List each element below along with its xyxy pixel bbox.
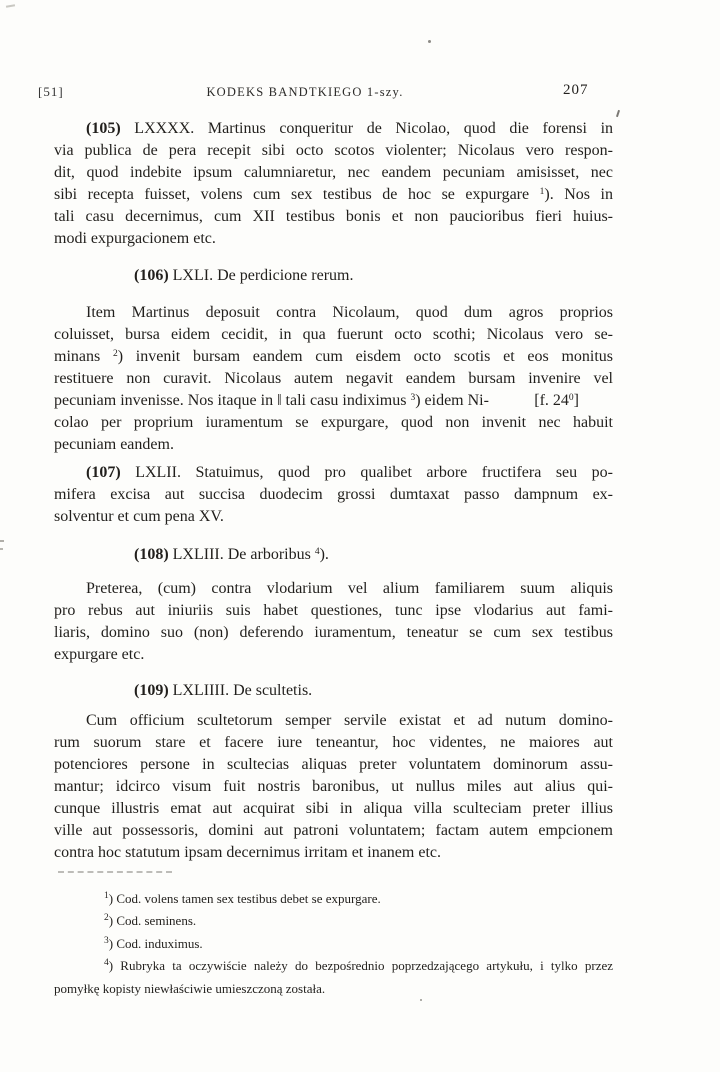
text-line [54, 118, 613, 140]
article-number: (105) [86, 120, 121, 137]
text-line: Preterea, (cum) contra vlodarium vel alium familiarem suum aliquis [86, 580, 613, 597]
line-text: LXLII. Statuimus, quod pro qualibet arbore fructifera seu po- [135, 464, 614, 481]
text-line: tali casu decernimus, cum XII testibus bonis et non paucioribus fieri huius- [54, 208, 613, 225]
paragraph-108 [54, 578, 613, 666]
text-line: restituere non curavit. Nicolaus autem negavit eandem bursam invenire vel [54, 370, 613, 387]
text-line: mantur; idcirco visum fuit nostris baronibus, ut nullus miles aut alius qui- [54, 778, 613, 795]
text-line: contra hoc statutum ipsam decernimus irritam et inanem etc. [54, 844, 441, 861]
paragraph-109 [54, 710, 613, 864]
text-line: dit, quod indebite ipsum calumniaretur, nec eandem pecuniam amisisset, nec [54, 164, 613, 181]
scan-artifact [428, 40, 431, 43]
footnote-text: ) Cod. induximus. [108, 935, 203, 951]
heading-text: ). [319, 546, 329, 563]
text-line: rum suorum stare et facere iure teneantur, hoc videntes, ne maiores aut [54, 734, 613, 751]
text-line: Cum officium scultetorum semper servile existat et ad nutum domino- [86, 712, 613, 729]
text-line: modi expurgacionem etc. [54, 230, 216, 247]
text-line: pecuniam eandem. [54, 436, 174, 453]
footnotes-block [54, 888, 613, 1000]
scan-artifact [6, 4, 15, 8]
footnote-text: ) Rubryka ta oczywiście należy do bezpośrednio poprzedzającego artykułu, i tylko przez [108, 958, 613, 974]
text-line: Item Martinus deposuit contra Nicolaum, quod dum agros proprios [86, 304, 613, 321]
line-text: ) eidem Ni- [415, 392, 489, 409]
text-line: ville aut possessoris, domini aut patroni voluntatem; factam autem empcionem [54, 822, 613, 839]
folio-superscript: 0 [568, 393, 574, 403]
text-line: liaris, domino suo (non) deferendo iuramentum, teneatur se cum sex testibus [54, 624, 613, 641]
text-line: colao per proprium iuramentum se expurgare, quod non invenit nec habuit [54, 414, 613, 431]
folio-text: [f. 24 [534, 392, 569, 409]
footnote-1 [54, 888, 613, 910]
footnote-4-line-2: pomyłkę kopisty niewłaściwie umieszczoną została. [54, 980, 326, 996]
footnote-text: ) Cod. volens tamen sex testibus debet se expurgare. [108, 891, 381, 906]
footnote-3 [54, 933, 613, 955]
paragraph-107 [54, 462, 613, 528]
heading-108 [54, 544, 613, 566]
line-text: pecuniam invenisse. Nos itaque in ‖ tali casu indiximus [54, 392, 411, 409]
text-line: mifera excisa aut succisa duodecim grossi dumtaxat passo dampnum ex- [54, 486, 613, 503]
running-title: KODEKS BANDTKIEGO 1-szy. [206, 85, 404, 99]
footnote-marker: 1 [539, 187, 545, 197]
footnote-marker: 2 [112, 349, 118, 359]
margin-folio-mark: [51] [38, 84, 64, 99]
article-number: (106) [134, 267, 169, 284]
article-number: (107) [86, 464, 121, 481]
text-line: pro rebus aut iniuriis suis habet questiones, tunc ipse vlodarius aut fami- [54, 602, 613, 619]
footnote-text: ) Cod. seminens. [108, 913, 197, 929]
footnote-2 [54, 910, 613, 932]
text-line: solventur et cum pena XV. [54, 508, 224, 525]
scan-artifact [0, 548, 3, 550]
scan-artifact [0, 540, 4, 542]
footnote-marker: 4 [104, 958, 109, 969]
paragraph-105 [54, 118, 613, 250]
heading-106 [54, 265, 613, 287]
scan-artifact [616, 110, 620, 117]
folio-reference [534, 390, 579, 412]
text-line: potenciores persone in scultecias aliquas preter voluntatem dominorum assu- [54, 756, 613, 773]
folio-text: ] [573, 392, 579, 409]
text-line [54, 346, 613, 368]
footnote-marker: 3 [104, 935, 109, 946]
article-number: (109) [134, 682, 169, 699]
article-number: (108) [134, 546, 169, 563]
heading-109 [54, 680, 613, 702]
line-text: LXXXX. Martinus conqueritur de Nicolao, quod die forensi in [134, 120, 614, 137]
footnote-marker: 4 [314, 547, 320, 557]
footnote-separator [58, 871, 172, 873]
line-text: sibi recepta fuisset, volens cum sex testibus de hoc se expurgare [54, 186, 540, 203]
text-line [54, 184, 613, 206]
paragraph-106 [54, 302, 613, 456]
text-line [54, 462, 613, 484]
line-text [54, 390, 489, 412]
heading-text: LXLI. De perdicione rerum. [172, 267, 354, 284]
footnote-4-line-1 [54, 955, 613, 977]
text-column [54, 118, 613, 864]
text-line: coluisset, bursa eidem cecidit, in qua fuerunt octo scothi; Nicolaus vero se- [54, 326, 613, 343]
page-number: 207 [563, 82, 589, 98]
line-text: ). Nos in [544, 186, 614, 203]
footnote-marker: 3 [410, 393, 416, 403]
footnote-marker: 2 [104, 913, 109, 924]
text-line: cunque illustris emat aut acquirat sibi in aliqua villa sculteciam preter illius [54, 800, 613, 817]
line-text: ) invenit bursam eandem cum eisdem octo scotis et eos monitus [117, 348, 614, 365]
heading-text: LXLIIII. De scultetis. [172, 682, 313, 699]
text-line-with-folio [54, 390, 613, 412]
text-line: expurgare etc. [54, 646, 145, 663]
text-line: via publica de pera recepit sibi octo scotos violenter; Nicolaus vero respon- [54, 142, 613, 159]
heading-text: LXLIII. De arboribus [172, 546, 315, 563]
footnote-marker: 1 [104, 891, 109, 901]
line-text: minans [54, 348, 113, 365]
